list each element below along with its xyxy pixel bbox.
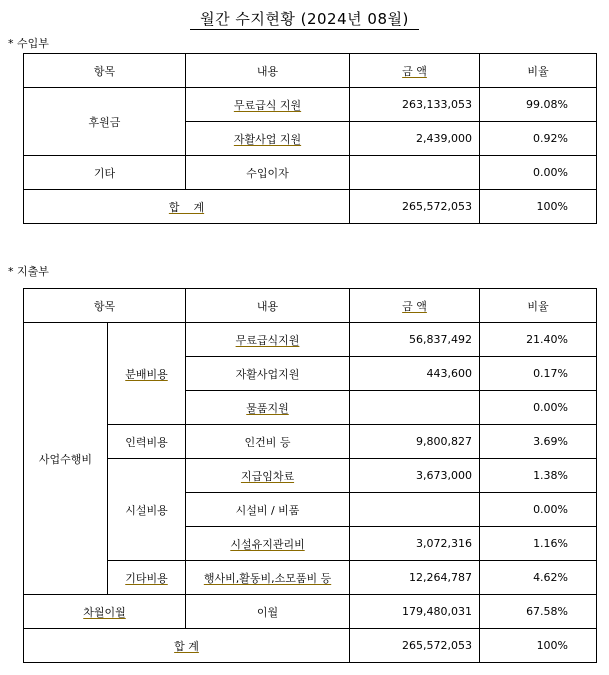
row-content: 행사비,활동비,소모품비 등 bbox=[186, 561, 350, 595]
income-total-ratio: 100% bbox=[480, 190, 597, 224]
row-amount: 179,480,031 bbox=[350, 595, 480, 629]
expense-header-content: 내용 bbox=[186, 289, 350, 323]
row-ratio: 67.58% bbox=[480, 595, 597, 629]
table-row bbox=[24, 425, 597, 459]
other-expense-label: 기타비용 bbox=[108, 561, 186, 595]
income-header-row bbox=[24, 54, 597, 88]
carryover-label: 차월이월 bbox=[24, 595, 186, 629]
row-content: 인건비 등 bbox=[186, 425, 350, 459]
row-amount: 2,439,000 bbox=[350, 122, 480, 156]
row-content: 이월 bbox=[186, 595, 350, 629]
row-ratio: 0.00% bbox=[480, 156, 597, 190]
row-content: 물품지원 bbox=[186, 391, 350, 425]
table-row bbox=[24, 561, 597, 595]
row-content: 지급임차료 bbox=[186, 459, 350, 493]
row-amount bbox=[350, 156, 480, 190]
expense-header-row bbox=[24, 289, 597, 323]
row-amount: 56,837,492 bbox=[350, 323, 480, 357]
row-ratio: 0.00% bbox=[480, 493, 597, 527]
table-row bbox=[24, 459, 597, 493]
expense-table bbox=[23, 288, 597, 663]
row-content: 자활사업 지원 bbox=[186, 122, 350, 156]
income-table bbox=[23, 53, 597, 224]
row-content: 무료급식지원 bbox=[186, 323, 350, 357]
income-total-amount: 265,572,053 bbox=[350, 190, 480, 224]
carryover-row bbox=[24, 595, 597, 629]
row-ratio: 0.92% bbox=[480, 122, 597, 156]
row-ratio: 4.62% bbox=[480, 561, 597, 595]
distribution-label: 분배비용 bbox=[108, 323, 186, 425]
row-amount bbox=[350, 391, 480, 425]
row-ratio: 99.08% bbox=[480, 88, 597, 122]
income-total-row bbox=[24, 190, 597, 224]
income-header-item: 항목 bbox=[24, 54, 186, 88]
row-content: 수입이자 bbox=[186, 156, 350, 190]
table-row bbox=[24, 323, 597, 357]
row-ratio: 1.16% bbox=[480, 527, 597, 561]
income-header-ratio: 비율 bbox=[480, 54, 597, 88]
row-amount: 3,673,000 bbox=[350, 459, 480, 493]
row-amount: 9,800,827 bbox=[350, 425, 480, 459]
row-content: 시설유지관리비 bbox=[186, 527, 350, 561]
expense-total-ratio: 100% bbox=[480, 629, 597, 663]
expense-section-label: * 지출부 bbox=[8, 265, 49, 278]
table-row bbox=[24, 156, 597, 190]
income-total-label: 합 계 bbox=[24, 190, 350, 224]
table-row bbox=[24, 88, 597, 122]
row-ratio: 3.69% bbox=[480, 425, 597, 459]
page-title: 월간 수지현황 (2024년 08월) bbox=[0, 8, 609, 29]
row-amount bbox=[350, 493, 480, 527]
expense-header-item: 항목 bbox=[24, 289, 186, 323]
income-header-content: 내용 bbox=[186, 54, 350, 88]
facility-label: 시설비용 bbox=[108, 459, 186, 561]
business-expense-label: 사업수행비 bbox=[24, 323, 108, 595]
expense-total-amount: 265,572,053 bbox=[350, 629, 480, 663]
sponsor-label: 후원금 bbox=[24, 88, 186, 156]
row-content: 무료급식 지원 bbox=[186, 88, 350, 122]
expense-total-label: 합 계 bbox=[24, 629, 350, 663]
row-amount: 3,072,316 bbox=[350, 527, 480, 561]
row-ratio: 21.40% bbox=[480, 323, 597, 357]
expense-header-amount: 금 액 bbox=[350, 289, 480, 323]
other-income-label: 기타 bbox=[24, 156, 186, 190]
row-content: 시설비 / 비품 bbox=[186, 493, 350, 527]
row-ratio: 0.00% bbox=[480, 391, 597, 425]
expense-header-ratio: 비율 bbox=[480, 289, 597, 323]
row-content: 자활사업지원 bbox=[186, 357, 350, 391]
row-amount: 443,600 bbox=[350, 357, 480, 391]
row-amount: 263,133,053 bbox=[350, 88, 480, 122]
expense-total-row bbox=[24, 629, 597, 663]
income-header-amount: 금 액 bbox=[350, 54, 480, 88]
personnel-label: 인력비용 bbox=[108, 425, 186, 459]
row-ratio: 1.38% bbox=[480, 459, 597, 493]
row-amount: 12,264,787 bbox=[350, 561, 480, 595]
income-section-label: * 수입부 bbox=[8, 37, 49, 50]
row-ratio: 0.17% bbox=[480, 357, 597, 391]
